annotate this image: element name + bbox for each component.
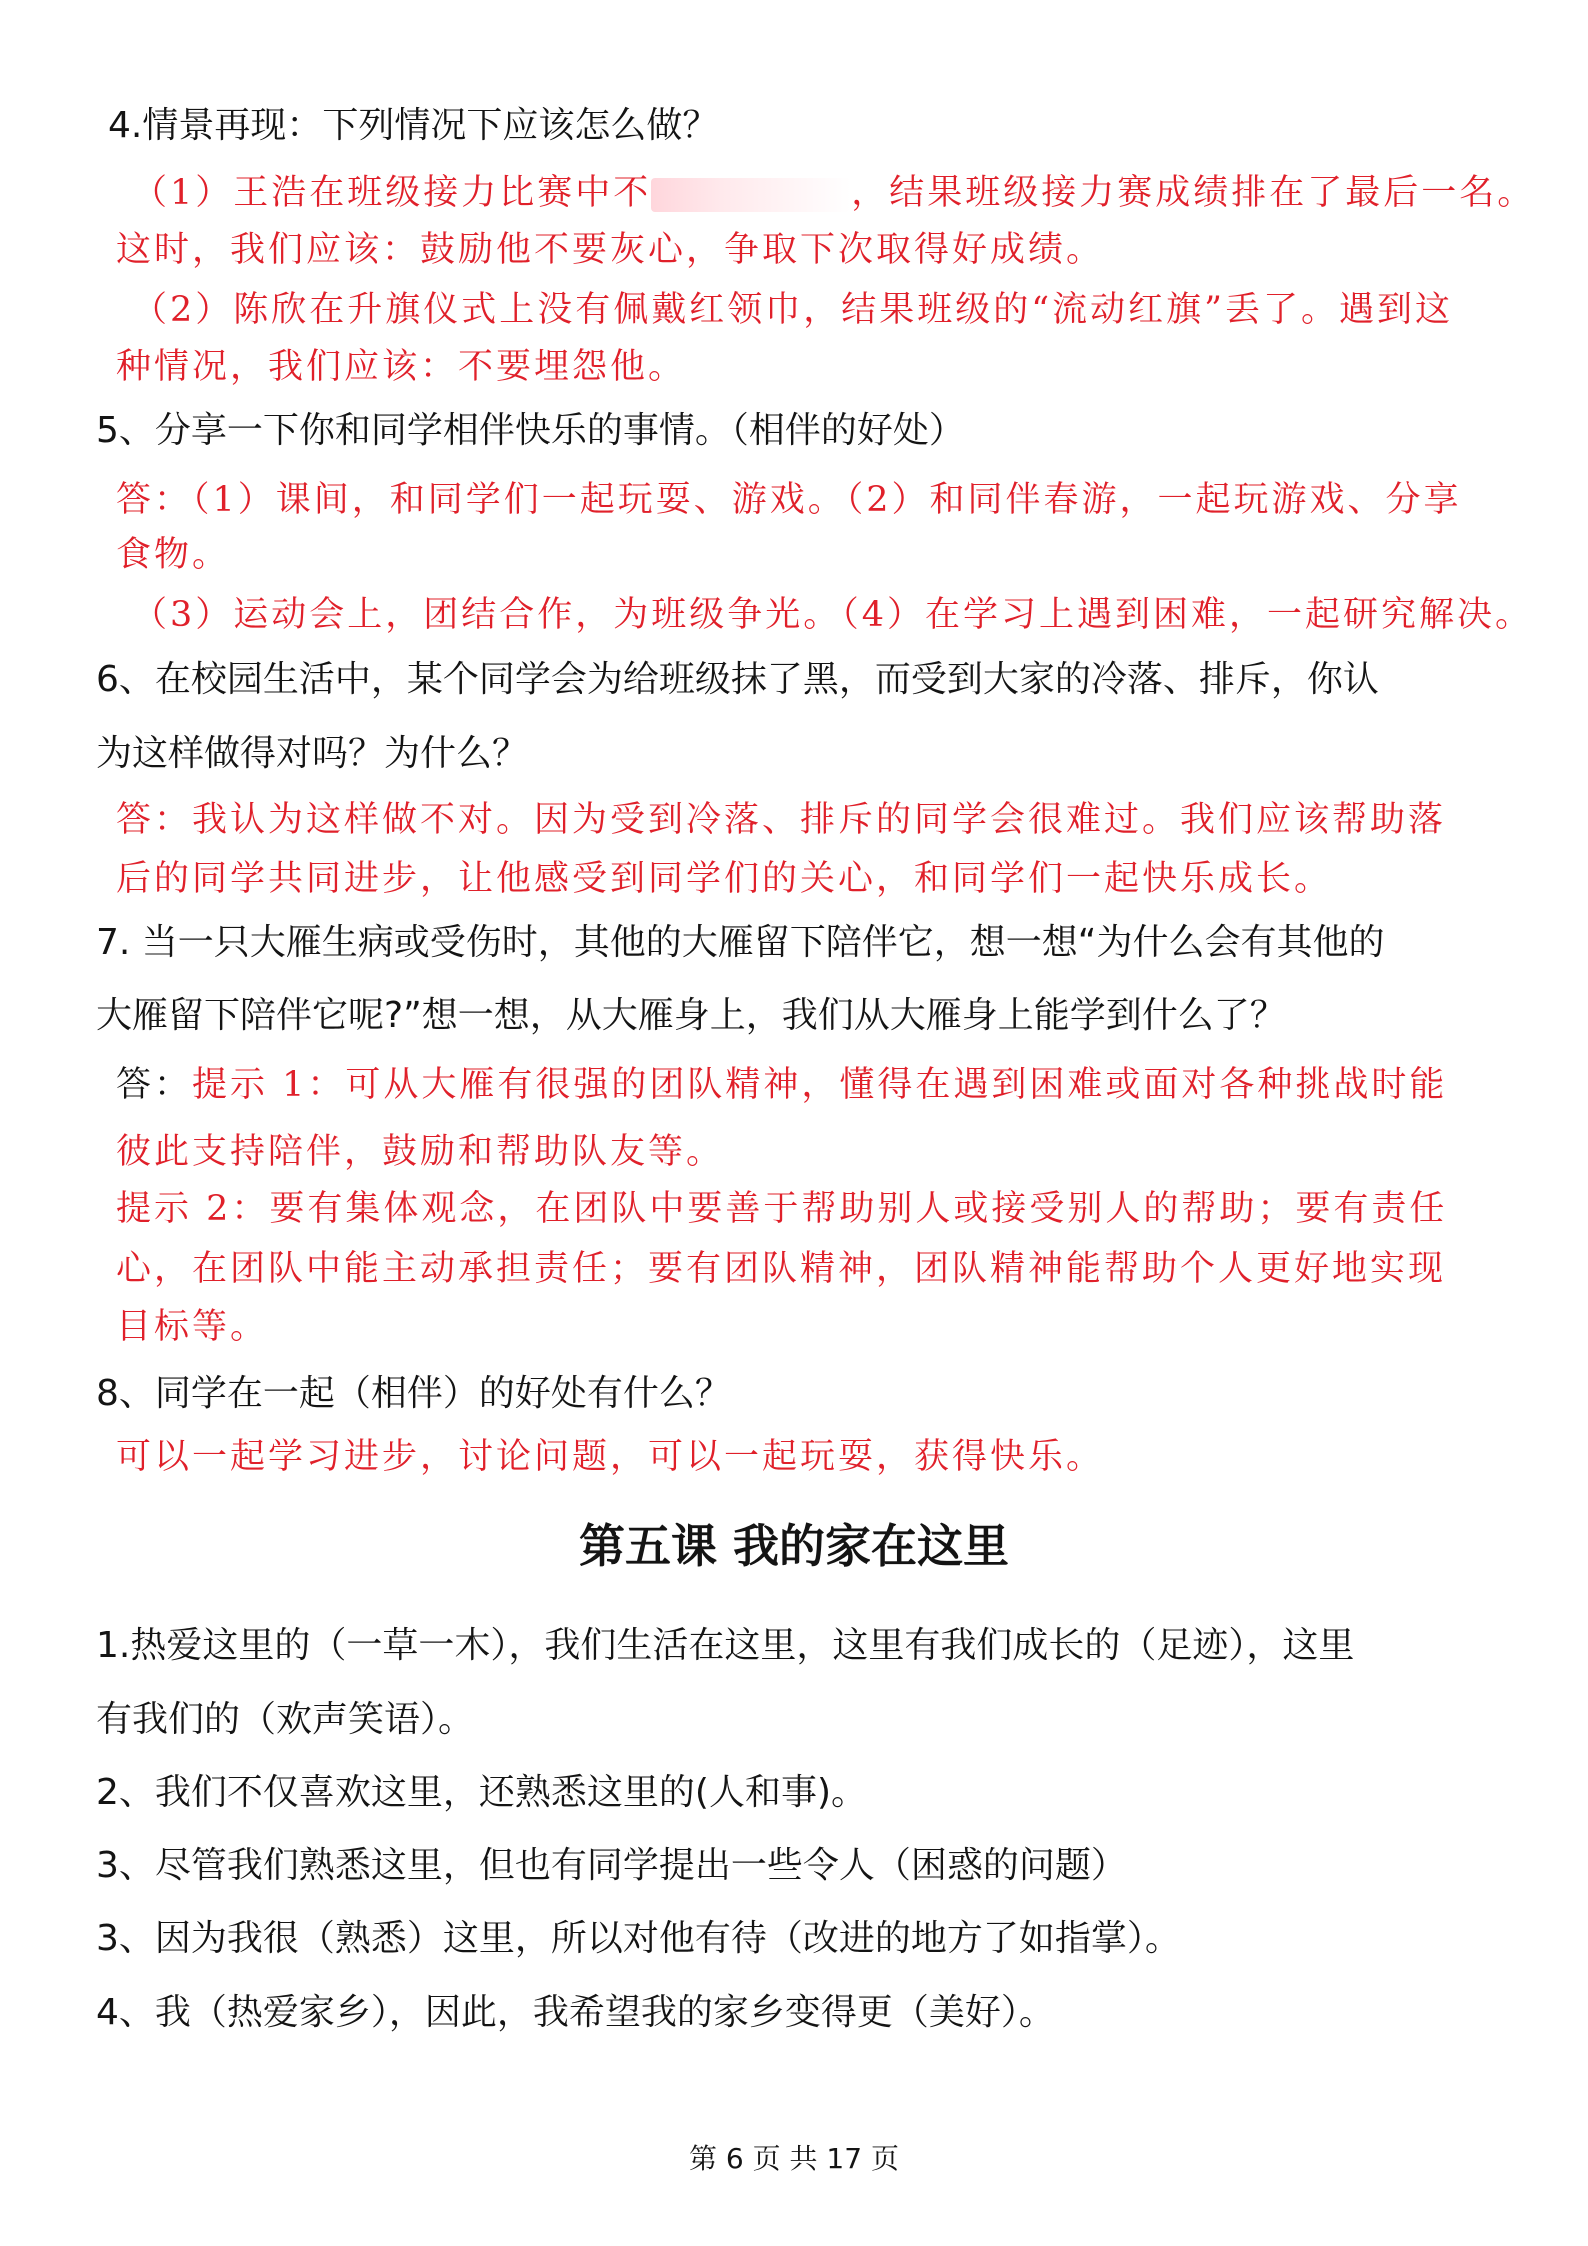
lesson-item-3b: 3、因为我很（熟悉）这里，所以对他有待（改进的地方了如指掌）。: [96, 1918, 1181, 1959]
answer-7-line-1: [116, 1065, 1448, 1105]
redacted-region: [651, 178, 851, 212]
lesson-item-1-line-2: 有我们的（欢声笑语）。: [96, 1699, 475, 1740]
question-5: 5、分享一下你和同学相伴快乐的事情。（相伴的好处）: [96, 410, 965, 451]
answer-7-hint-1: 提示 1：可从大雁有很强的团队精神，懂得在遇到困难或面对各种挑战时能: [192, 1065, 1448, 1105]
question-4: 4.情景再现：下列情况下应该怎么做？: [108, 105, 719, 146]
answer-6-line-2: 后的同学共同进步，让他感受到同学们的关心，和同学们一起快乐成长。: [116, 859, 1333, 899]
question-6-line-1: 6、在校园生活中，某个同学会为给班级抹了黑，而受到大家的冷落、排斥，你认: [96, 659, 1379, 700]
answer-7-line-3: 提示 2：要有集体观念，在团队中要善于帮助别人或接受别人的帮助；要有责任: [116, 1189, 1448, 1229]
answer-4-1-line-2: 这时，我们应该：鼓励他不要灰心，争取下次取得好成绩。: [116, 230, 1105, 270]
question-7-line-1: 7. 当一只大雁生病或受伤时，其他的大雁留下陪伴它，想一想“为什么会有其他的: [96, 922, 1385, 963]
answer-5-line-2: 食物。: [116, 535, 231, 575]
answer-7-line-5: 目标等。: [116, 1307, 269, 1347]
lesson-item-1-line-1: 1.热爱这里的（一草一木），我们生活在这里，这里有我们成长的（足迹），这里: [96, 1625, 1355, 1666]
answer-label: 答：: [116, 1065, 193, 1105]
lesson-item-4: 4、我（热爱家乡），因此，我希望我的家乡变得更（美好）。: [96, 1992, 1055, 2033]
answer-7-line-4: 心，在团队中能主动承担责任；要有团队精神，团队精神能帮助个人更好地实现: [116, 1249, 1447, 1289]
answer-5-line-3: （3）运动会上，团结合作，为班级争光。（4）在学习上遇到困难，一起研究解决。: [132, 595, 1534, 635]
lesson-item-2: 2、我们不仅喜欢这里，还熟悉这里的(人和事)。: [96, 1772, 867, 1813]
question-6-line-2: 为这样做得对吗？为什么？: [96, 733, 529, 774]
answer-4-1-line-1: [132, 173, 1536, 213]
question-8: 8、同学在一起（相伴）的好处有什么？: [96, 1373, 731, 1414]
lesson-title: 第五课 我的家在这里: [578, 1519, 1009, 1573]
page-number: 第 6 页 共 17 页: [689, 2142, 899, 2175]
question-7-line-2: 大雁留下陪伴它呢?”想一想，从大雁身上，我们从大雁身上能学到什么了？: [96, 995, 1286, 1036]
answer-4-1-text-end: ，结果班级接力赛成绩排在了最后一名。: [851, 173, 1536, 213]
answer-4-2-line-1: （2）陈欣在升旗仪式上没有佩戴红领巾，结果班级的“流动红旗”丢了。遇到这: [132, 290, 1454, 330]
lesson-item-3: 3、尽管我们熟悉这里，但也有同学提出一些令人（困惑的问题）: [96, 1845, 1127, 1886]
answer-5-line-1: 答：（1）课间，和同学们一起玩耍、游戏。（2）和同伴春游，一起玩游戏、分享: [116, 480, 1462, 520]
answer-6-line-1: 答：我认为这样做不对。因为受到冷落、排斥的同学会很难过。我们应该帮助落: [116, 800, 1447, 840]
answer-7-line-2: 彼此支持陪伴，鼓励和帮助队友等。: [116, 1132, 725, 1172]
answer-4-1-text-start: （1）王浩在班级接力比赛中不: [132, 173, 652, 213]
answer-8: 可以一起学习进步，讨论问题，可以一起玩耍，获得快乐。: [116, 1437, 1105, 1477]
answer-4-2-line-2: 种情况，我们应该：不要埋怨他。: [116, 347, 687, 387]
